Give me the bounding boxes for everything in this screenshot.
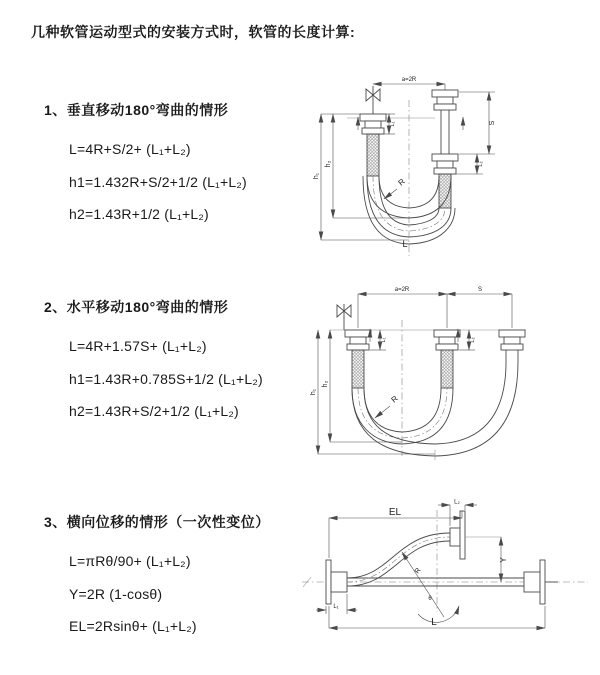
section-2-heading: 2、水平移动180°弯曲的情形 <box>44 299 229 315</box>
dim-label-l: L <box>431 617 437 628</box>
dim-label-l1: L₁ <box>390 121 396 127</box>
section-3-formulas <box>69 545 270 643</box>
dim-label-h2: h₂ <box>322 380 329 388</box>
formula-line: L=4R+1.57S+ (L₁+L₂) <box>69 338 207 354</box>
dim-label-l1: L₁ <box>333 604 339 610</box>
dim-label-s: S <box>489 120 496 126</box>
dim-label-h1: h₁ <box>313 172 320 180</box>
dimensions <box>316 500 545 629</box>
dim-label-h2: h₂ <box>325 160 332 168</box>
left-pipe <box>345 330 371 388</box>
formula-line: h2=1.43R+1/2 (L₁+L₂) <box>69 206 209 223</box>
section-1-formulas <box>69 133 247 231</box>
dim-label-r: R <box>389 393 400 405</box>
section-1-heading: 1、垂直移动180°弯曲的情形 <box>44 102 229 118</box>
formula-line: Y=2R (1-cosθ) <box>69 585 163 602</box>
braided-hose-section <box>441 350 453 388</box>
right-pipe <box>499 330 525 362</box>
dimensions <box>313 77 496 249</box>
section-2-formulas <box>69 330 263 428</box>
braided-hose-section <box>352 350 364 388</box>
formula-line: L=πRθ/90+ (L₁+L₂) <box>69 553 191 569</box>
dim-label-l1: L₁ <box>381 337 387 343</box>
hose-u-bends <box>352 362 518 460</box>
dim-label-el: EL <box>388 507 402 518</box>
dim-label-a2r: a=2R <box>401 77 417 83</box>
diagram-vertical-180-bend <box>313 70 568 260</box>
dim-label-theta: θ <box>428 596 432 602</box>
section-1 <box>44 100 247 231</box>
left-pipe <box>360 86 386 176</box>
formula-line: h1=1.43R+0.785S+1/2 (L₁+L₂) <box>69 370 263 387</box>
dim-label-a2r: a=2R <box>394 287 410 293</box>
diagram-lateral-displacement <box>296 498 594 656</box>
page-title: 几种软管运动型式的安装方式时，软管的长度计算: <box>31 24 356 40</box>
dim-label-h1: h₁ <box>310 388 317 396</box>
dim-label-s: S <box>477 287 483 293</box>
formula-line: h2=1.43R+S/2+1/2 (L₁+L₂) <box>69 403 239 420</box>
dim-label-y: Y <box>499 557 508 563</box>
formula-line: EL=2Rsinθ+ (L₁+L₂) <box>69 618 197 635</box>
dim-label-r: R <box>413 566 423 576</box>
section-2 <box>44 297 263 428</box>
left-flange <box>326 560 347 604</box>
section-3-heading: 3、横向位移的情形（一次性变位） <box>44 514 270 530</box>
dim-label-l: L <box>402 239 408 249</box>
dim-label-l2: L₂ <box>478 161 484 167</box>
valve <box>337 304 351 330</box>
braided-hose-section <box>367 134 379 176</box>
dim-label-r: R <box>396 176 407 188</box>
dim-label-l2: L₂ <box>454 499 460 506</box>
formula-line: L=4R+S/2+ (L₁+L₂) <box>69 141 191 157</box>
diagram-horizontal-180-bend <box>310 282 585 460</box>
dim-label-l2: L₂ <box>470 337 476 343</box>
middle-pipe <box>434 330 460 388</box>
section-3 <box>44 512 270 643</box>
right-flange <box>524 560 558 604</box>
formula-line: h1=1.432R+S/2+1/2 (L₁+L₂) <box>69 173 247 190</box>
right-pipe <box>432 90 458 208</box>
